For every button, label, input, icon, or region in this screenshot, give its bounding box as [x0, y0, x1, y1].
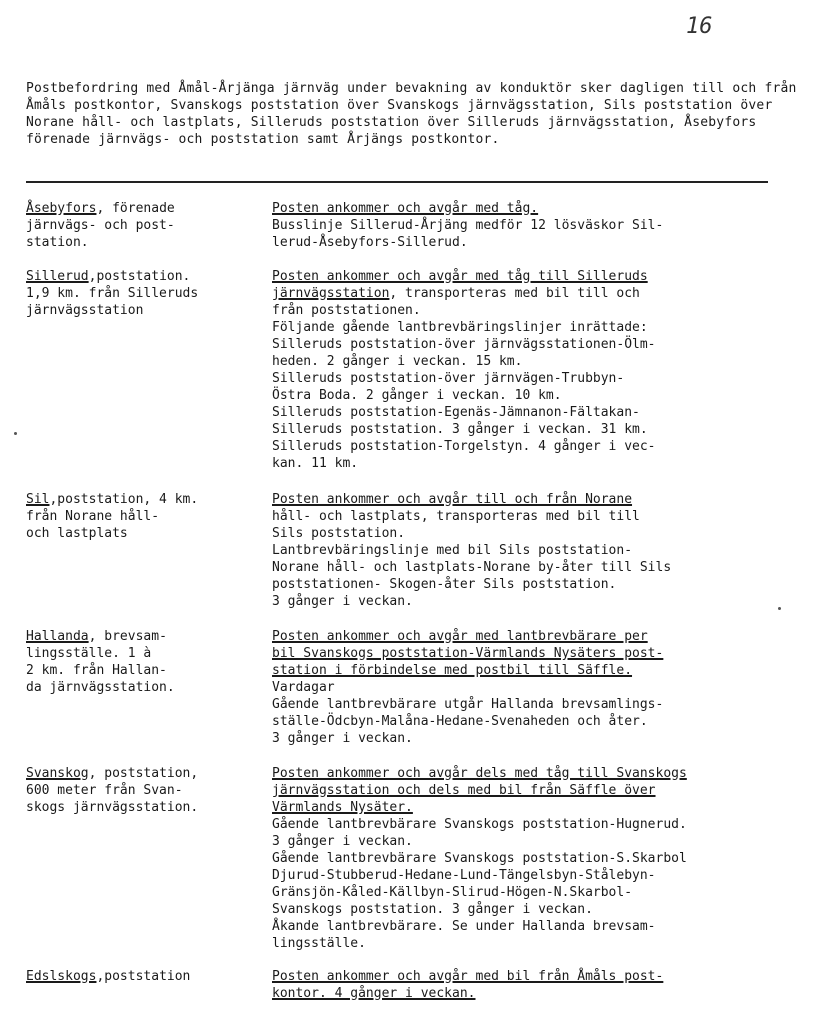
entry-place — [26, 268, 256, 319]
underlined-segment: järnvägsstation — [272, 286, 390, 301]
text-line: Lantbrevbäringslinje med bil Sils poststation- — [272, 543, 633, 558]
text-line: Djurud-Stubberud-Hedane-Lund-Tängelsbyn-Stålebyn- — [272, 868, 656, 883]
entry-place — [26, 968, 256, 985]
text-line: Norane håll- och lastplats-Norane by-åter till Sils — [272, 560, 672, 575]
text-line: Silleruds poststation-Egenäs-Jämnanon-Fältakan- — [272, 405, 640, 420]
text-line: Posten ankommer och avgår med lantbrevbärare per — [272, 629, 648, 644]
place-name: Svanskog — [26, 766, 89, 781]
page-number: 16 — [686, 14, 713, 39]
text-line: heden. 2 gånger i veckan. 15 km. — [272, 354, 523, 369]
place-name: Edslskogs — [26, 969, 97, 984]
text-line: från poststationen. — [272, 303, 421, 318]
header-rule — [26, 181, 768, 183]
text-line: Gående lantbrevbärare utgår Hallanda brevsamlings- — [272, 697, 664, 712]
text-line: 3 gånger i veckan. — [272, 731, 413, 746]
text-line: Gående lantbrevbärare Svanskogs poststation-S.Skarbol — [272, 851, 687, 866]
entry-text — [272, 968, 832, 1002]
text-line: lerud-Åsebyfors-Sillerud. — [272, 235, 468, 250]
entry-place — [26, 200, 256, 251]
text-line: poststationen- Skogen-åter Sils poststation. — [272, 577, 617, 592]
text-line: Posten ankommer och avgår dels med tåg till Svanskogs — [272, 766, 687, 781]
text-line: kontor. 4 gånger i veckan. — [272, 986, 476, 1001]
text-line: Värmlands Nysäter. — [272, 800, 413, 815]
text-line: järnvägsstation och dels med bil från Säffle över — [272, 783, 656, 798]
text-line: kan. 11 km. — [272, 456, 359, 471]
text-line: Gränsjön-Kåled-Källbyn-Slirud-Högen-N.Skarbol- — [272, 885, 633, 900]
speck — [14, 432, 17, 435]
text-line: Silleruds poststation-Torgelstyn. 4 gånger i vec- — [272, 439, 656, 454]
text-line: lingsställe. — [272, 936, 366, 951]
text-line: Vardagar — [272, 680, 335, 695]
text-line: Silleruds poststation-över järnvägen-Trubbyn- — [272, 371, 625, 386]
text-line: Posten ankommer och avgår med tåg. — [272, 201, 539, 216]
text-line: Östra Boda. 2 gånger i veckan. 10 km. — [272, 388, 562, 403]
place-description: ,poststation. 1,9 km. från Silleruds järnvägsstation — [26, 269, 199, 318]
place-name: Sillerud — [26, 269, 89, 284]
text-line: järnvägsstation, transporteras med bil till och — [272, 286, 640, 301]
place-description: ,poststation — [96, 969, 191, 984]
speck — [778, 607, 781, 610]
place-name: Hallanda — [26, 629, 89, 644]
text-line: Posten ankommer och avgår med bil från Åmåls post- — [272, 969, 664, 984]
intro-paragraph: Postbefordring med Åmål-Årjänga järnväg under bevakning av konduktör sker dagligen till och från Åmåls postkontor, Svanskogs poststation över Svanskogs järnvägsstation, Sils poststation över Norane håll- och lastplats, Silleruds poststation över Silleruds järnvägsstation, Åsebyfors förenade järnvägs- och poststation samt Årjängs postkontor. — [26, 81, 805, 147]
entry-text — [272, 628, 832, 747]
text-line: station i förbindelse med postbil till Säffle. — [272, 663, 633, 678]
text-line: Sils poststation. — [272, 526, 406, 541]
place-description: , brevsam- lingsställe. 1 à 2 km. från Hallan- da järnvägsstation. — [26, 629, 175, 695]
text-line: Silleruds poststation. 3 gånger i veckan. 31 km. — [272, 422, 648, 437]
entry-text — [272, 200, 832, 251]
text-line: Posten ankommer och avgår med tåg till Silleruds — [272, 269, 648, 284]
text-line: ställe-Ödcbyn-Malåna-Hedane-Svenaheden och åter. — [272, 714, 648, 729]
place-name: Åsebyfors — [26, 201, 97, 216]
text-line: Följande gående lantbrevbäringslinjer inrättade: — [272, 320, 648, 335]
text-line: 3 gånger i veckan. — [272, 834, 413, 849]
text-line: Posten ankommer och avgår till och från Norane — [272, 492, 633, 507]
text-line: Gående lantbrevbärare Svanskogs poststation-Hugnerud. — [272, 817, 687, 832]
entry-text — [272, 765, 832, 952]
text-line: håll- och lastplats, transporteras med bil till — [272, 509, 640, 524]
text-line: Åkande lantbrevbärare. Se under Hallanda brevsam- — [272, 919, 656, 934]
text-line: Svanskogs poststation. 3 gånger i veckan. — [272, 902, 593, 917]
place-description: , förenade järnvägs- och post- station. — [26, 201, 175, 250]
text-line: Silleruds poststation-över järnvägsstationen-Ölm- — [272, 337, 656, 352]
place-description: ,poststation, 4 km. från Norane håll- och lastplats — [26, 492, 199, 541]
place-description: , poststation, 600 meter från Svan- skogs järnvägsstation. — [26, 766, 199, 815]
entry-place — [26, 765, 256, 816]
entry-text — [272, 491, 832, 610]
entry-place — [26, 628, 256, 696]
entry-text — [272, 268, 832, 472]
text-line: Busslinje Sillerud-Årjäng medför 12 lösväskor Sil- — [272, 218, 664, 233]
entry-place — [26, 491, 256, 542]
text-line: 3 gånger i veckan. — [272, 594, 413, 609]
place-name: Sil — [26, 492, 50, 507]
text-line: bil Svanskogs poststation-Värmlands Nysäters post- — [272, 646, 664, 661]
